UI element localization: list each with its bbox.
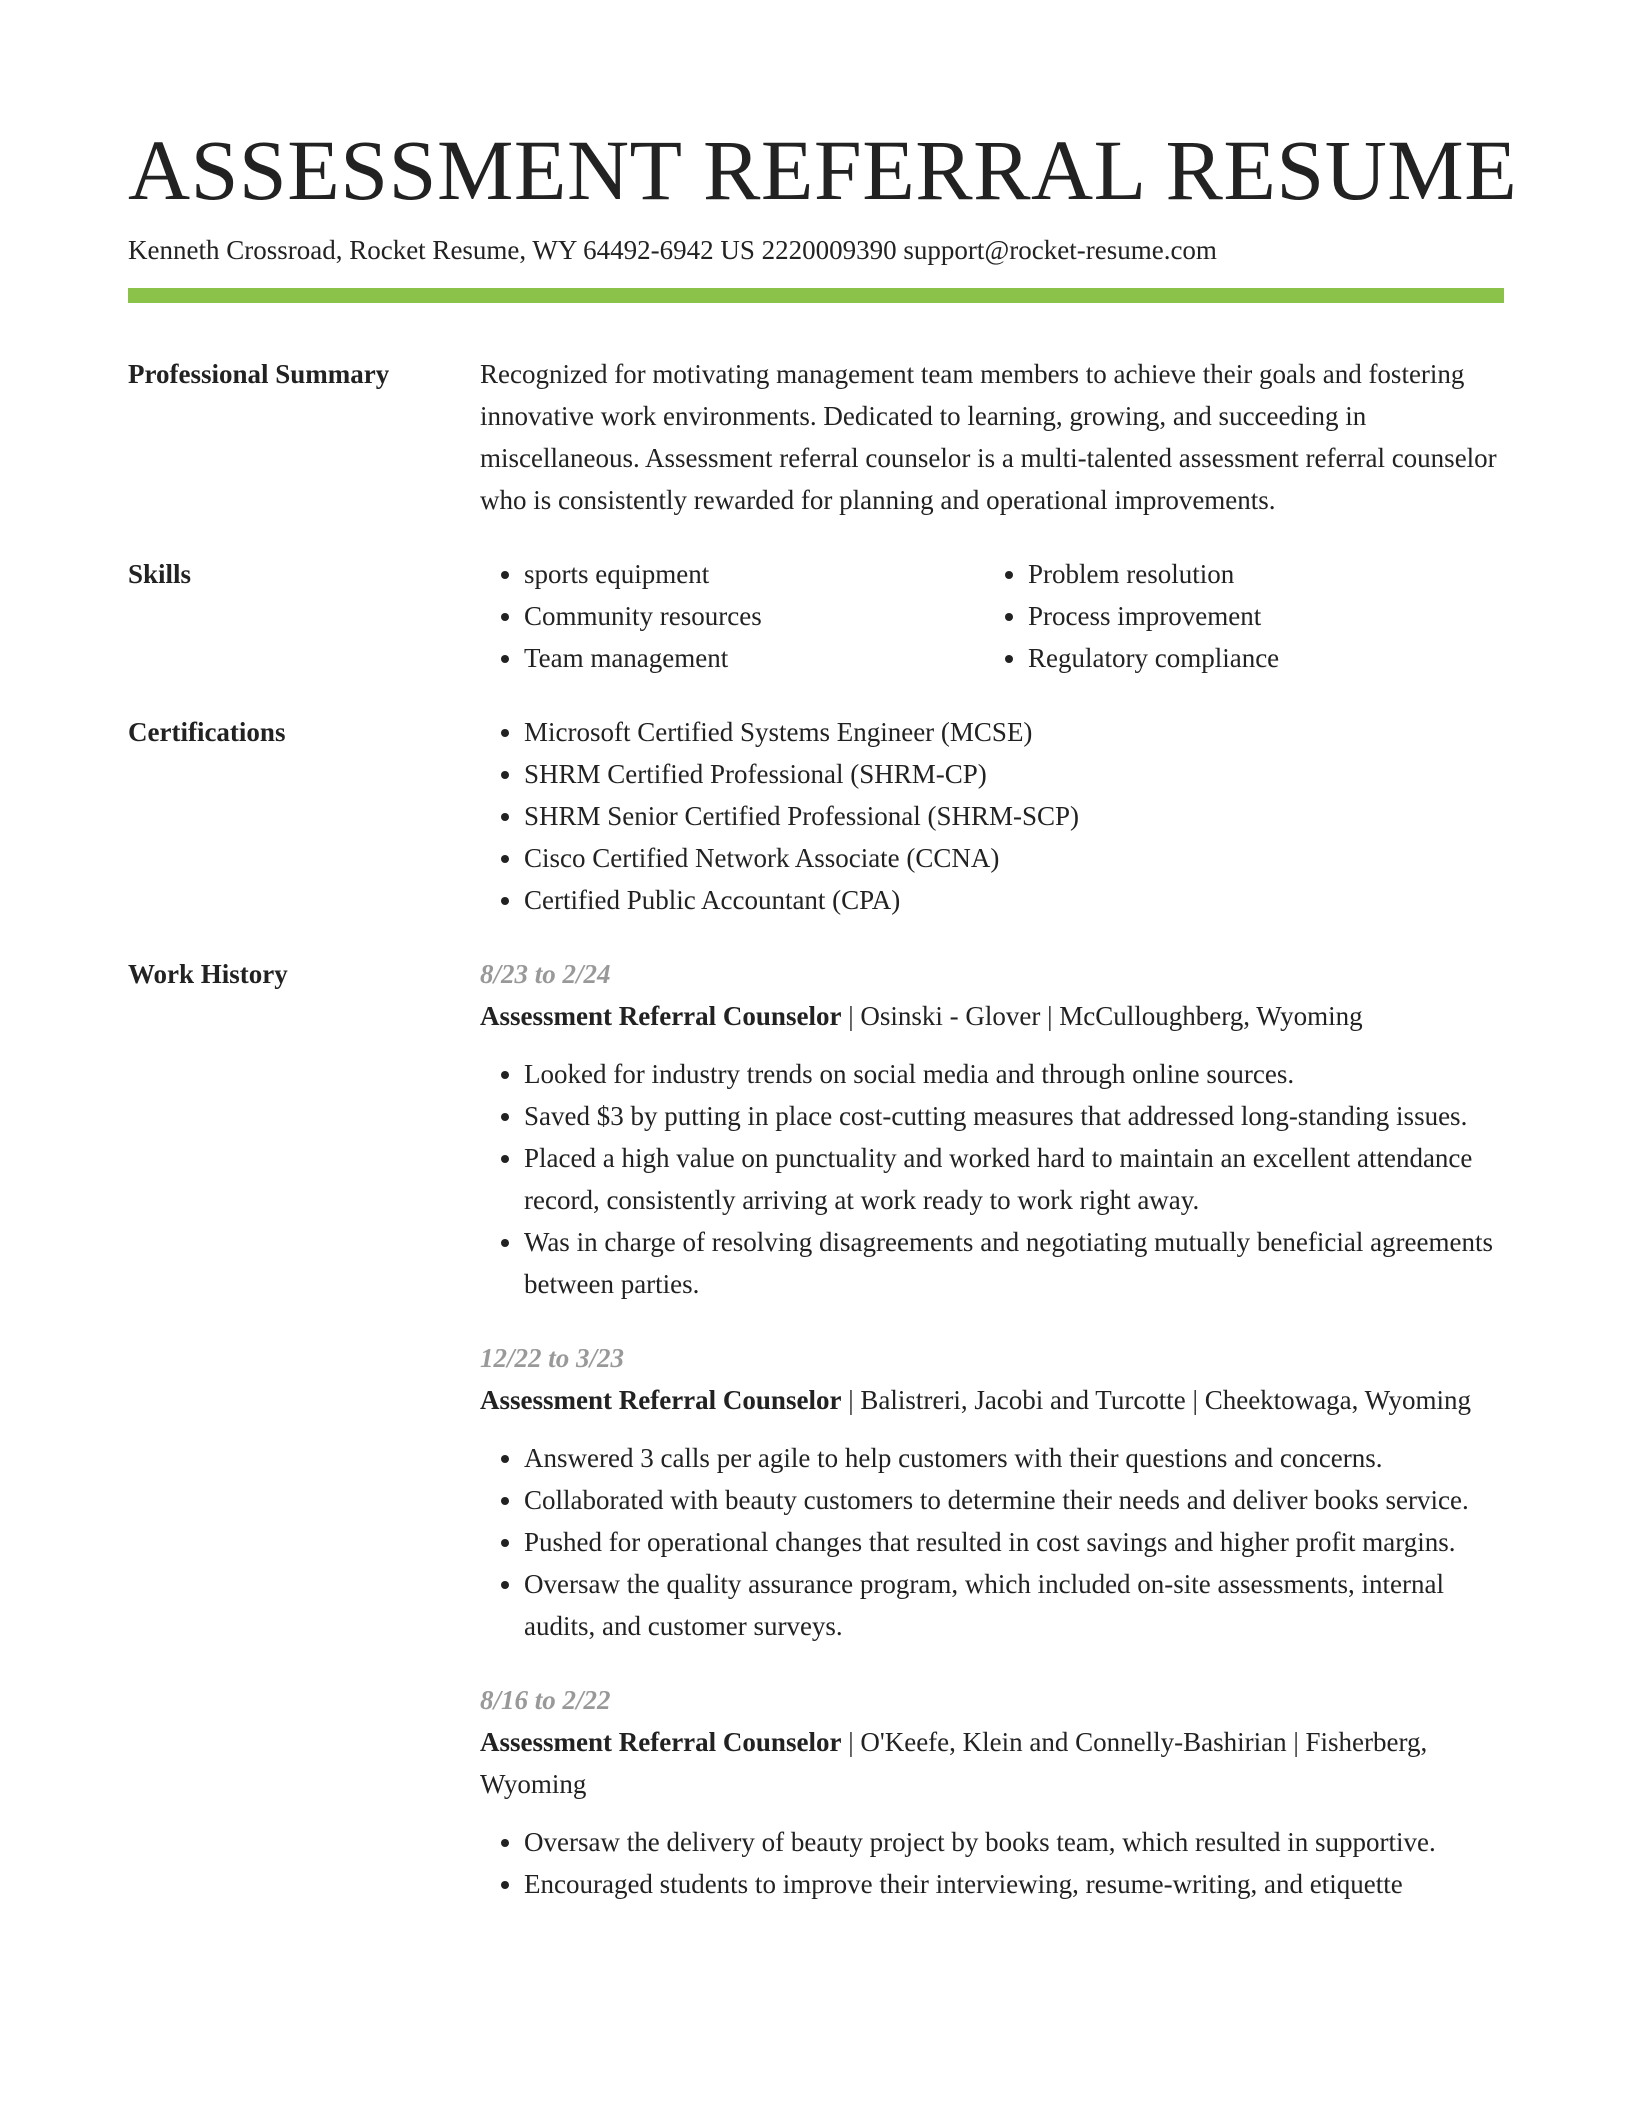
skill-item: • Problem resolution [1028,553,1488,595]
job-dates: 8/16 to 2/22 [480,1685,611,1715]
skill-item: • sports equipment [524,553,984,595]
job-title: Assessment Referral Counselor [480,1385,842,1415]
job-bullets [480,1437,1504,1647]
section-label-certifications: Certifications [128,717,286,747]
job-bullet: • Pushed for operational changes that resulted in cost savings and higher profit margins. [524,1521,1504,1563]
job-heading [480,1379,1504,1421]
certifications-list [480,711,1504,921]
skills-list-1 [480,553,984,679]
section-label-work-history: Work History [128,959,288,989]
summary-text: Recognized for motivating management team members to achieve their goals and fostering innovative work environments. Dedicated to learning, growing, and succeeding in miscellaneous. Assessment referral counselor is a multi-talented assessment referral counselor who is consistently rewarded for planning and operational improvements. [480,359,1497,515]
section-label-skills: Skills [128,559,192,589]
skills-column-1 [480,553,984,679]
job-employer-location: | O'Keefe, Klein and Connelly-Bashirian | Fisherberg, Wyoming [480,1727,1428,1799]
skill-item: • Regulatory compliance [1028,637,1488,679]
skills-list-2 [984,553,1488,679]
job-bullet: • Placed a high value on punctuality and worked hard to maintain an excellent attendance record, consistently arriving at work ready to work right away. [524,1137,1504,1221]
job-employer-location: | Osinski - Glover | McCulloughberg, Wyoming [841,1001,1363,1031]
summary-section [128,353,1504,521]
skills-section [128,553,1504,679]
job-entry [480,1337,1504,1647]
job-bullets [480,1053,1504,1305]
job-title: Assessment Referral Counselor [480,1001,842,1031]
job-entry [480,1679,1504,1905]
job-bullet: • Answered 3 calls per agile to help customers with their questions and concerns. [524,1437,1504,1479]
skill-item: • Community resources [524,595,984,637]
job-bullet: • Oversaw the delivery of beauty project by books team, which resulted in supportive. [524,1821,1504,1863]
resume-title: ASSESSMENT REFERRAL RESUME [128,122,1518,218]
job-bullet: • Oversaw the quality assurance program, which included on-site assessments, internal audits, and customer surveys. [524,1563,1504,1647]
contact-line: Kenneth Crossroad, Rocket Resume, WY 64492-6942 US 2220009390 support@rocket-resume.com [128,235,1217,265]
skills-body [480,553,1504,679]
resume-page [128,118,1518,1905]
job-bullets [480,1821,1504,1905]
skill-item: • Process improvement [1028,595,1488,637]
job-title: Assessment Referral Counselor [480,1727,842,1757]
job-dates: 8/23 to 2/24 [480,959,611,989]
job-dates: 12/22 to 3/23 [480,1343,625,1373]
skill-item: • Team management [524,637,984,679]
section-label-summary: Professional Summary [128,359,390,389]
job-bullet: • Looked for industry trends on social media and through online sources. [524,1053,1504,1095]
summary-body [480,353,1504,521]
certification-item: • Certified Public Accountant (CPA) [524,879,1504,921]
job-heading [480,995,1504,1037]
job-bullet: • Saved $3 by putting in place cost-cutting measures that addressed long-standing issues. [524,1095,1504,1137]
certification-item: • SHRM Senior Certified Professional (SHRM-SCP) [524,795,1504,837]
certification-item: • SHRM Certified Professional (SHRM-CP) [524,753,1504,795]
skills-column-2 [984,553,1488,679]
job-heading [480,1721,1504,1805]
accent-divider [128,288,1504,303]
job-entry [480,953,1504,1305]
certification-item: • Cisco Certified Network Associate (CCNA) [524,837,1504,879]
certification-item: • Microsoft Certified Systems Engineer (MCSE) [524,711,1504,753]
certifications-section [128,711,1504,921]
job-bullet: • Encouraged students to improve their interviewing, resume-writing, and etiquette [524,1863,1504,1905]
work-history-body [480,953,1504,1905]
job-bullet: • Collaborated with beauty customers to determine their needs and deliver books service. [524,1479,1504,1521]
skills-grid [480,553,1504,679]
job-employer-location: | Balistreri, Jacobi and Turcotte | Cheektowaga, Wyoming [841,1385,1472,1415]
certifications-body [480,711,1504,921]
work-history-section [128,953,1504,1905]
job-bullet: • Was in charge of resolving disagreements and negotiating mutually beneficial agreements between parties. [524,1221,1504,1305]
